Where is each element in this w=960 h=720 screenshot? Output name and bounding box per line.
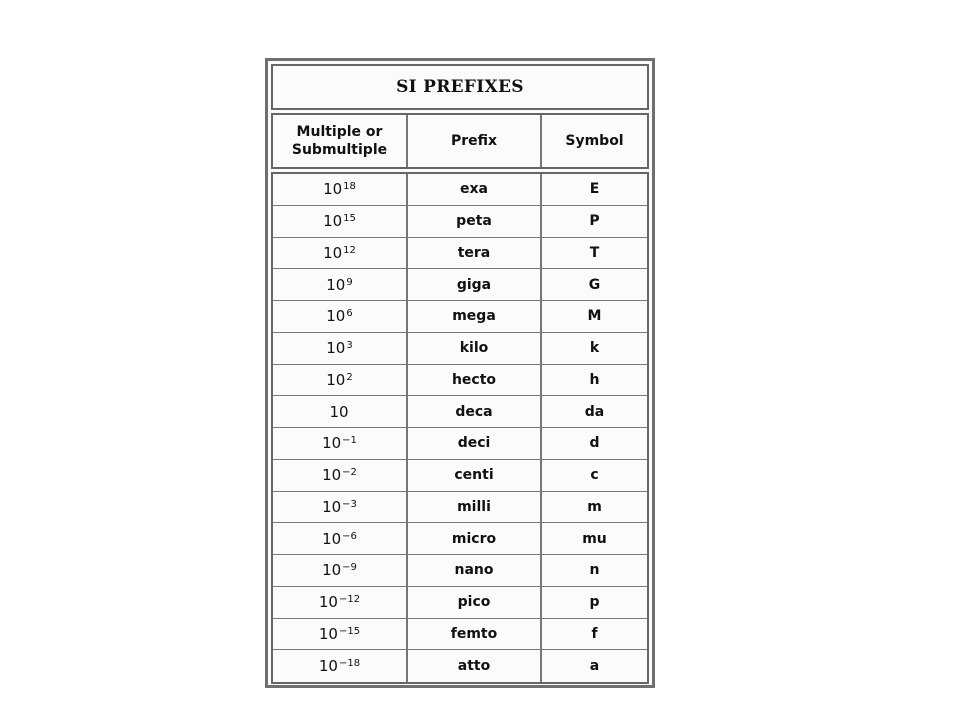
prefix-cell: milli (408, 492, 542, 523)
multiple-cell: 10 $^{-18}$ (273, 650, 408, 682)
prefix-cell: giga (408, 269, 542, 300)
multiple-base: 10 (318, 657, 338, 676)
multiple-base: 10 (322, 497, 342, 516)
symbol-cell: M (587, 308, 602, 325)
table-row (273, 587, 647, 619)
multiple-cell: 10 $^{-2}$ (273, 460, 408, 491)
table-row (273, 555, 647, 587)
prefix-cell: deca (408, 396, 542, 427)
multiple-cell: 10 $^{12}$ (273, 238, 408, 269)
table-row (273, 428, 647, 460)
table-row (273, 523, 647, 555)
table-row (273, 460, 647, 492)
prefix-cell: exa (408, 174, 542, 205)
multiple-base: 10 (323, 212, 343, 231)
prefix-cell: micro (408, 523, 542, 554)
prefix-cell: mega (408, 301, 542, 332)
symbol-cell: da (584, 403, 605, 420)
multiple-base: 10 (326, 339, 346, 358)
multiple-cell: 10 $^{-3}$ (273, 492, 408, 523)
multiple-cell: 10 $^{18}$ (273, 174, 408, 205)
multiple-base: 10 (323, 180, 343, 199)
table-row (273, 174, 647, 206)
prefix-cell: pico (408, 587, 542, 618)
prefix-cell: atto (408, 650, 542, 682)
prefix-cell: tera (408, 238, 542, 269)
multiple-cell: 10 $^{-9}$ (273, 555, 408, 586)
table-row (273, 396, 647, 428)
symbol-cell: G (588, 276, 601, 293)
prefix-cell: kilo (408, 333, 542, 364)
multiple-base: 10 (326, 370, 346, 389)
multiple-base: 10 (322, 561, 342, 580)
multiple-base: 10 (318, 624, 338, 643)
table-row (273, 333, 647, 365)
table-row (273, 206, 647, 238)
multiple-base: 10 (326, 307, 346, 326)
table-title: SI PREFIXES (271, 64, 649, 110)
prefix-cell: deci (408, 428, 542, 459)
multiple-base: 10 (322, 434, 342, 453)
multiple-cell: 10 $^{-6}$ (273, 523, 408, 554)
multiple-base: 10 (322, 466, 342, 485)
multiple-cell: 10 $^3$ (273, 333, 408, 364)
header-prefix: Prefix (408, 115, 542, 167)
prefix-cell: nano (408, 555, 542, 586)
multiple-cell: 10 $^{-1}$ (273, 428, 408, 459)
symbol-cell: d (589, 435, 600, 452)
si-prefixes-table (265, 58, 655, 688)
table-header (271, 113, 649, 169)
symbol-cell: p (589, 594, 600, 611)
multiple-cell: 10 $^9$ (273, 269, 408, 300)
prefix-cell: centi (408, 460, 542, 491)
symbol-cell: P (589, 213, 600, 230)
multiple-cell: 10 $^6$ (273, 301, 408, 332)
multiple-cell: 10 $^{-15}$ (273, 619, 408, 650)
multiple-base: 10 (329, 402, 349, 421)
multiple-cell (273, 396, 408, 427)
prefix-cell: peta (408, 206, 542, 237)
header-multiple: Multiple or Submultiple (273, 115, 408, 167)
multiple-base: 10 (323, 243, 343, 262)
symbol-cell: mu (582, 530, 607, 547)
multiple-cell: 10 $^{-12}$ (273, 587, 408, 618)
symbol-cell: m (587, 498, 602, 515)
prefix-cell: hecto (408, 365, 542, 396)
multiple-cell: 10 $^2$ (273, 365, 408, 396)
header-symbol: Symbol (565, 133, 624, 149)
table-row (273, 301, 647, 333)
table-row (273, 650, 647, 682)
symbol-cell: a (589, 658, 600, 675)
table-body (271, 172, 649, 684)
symbol-cell: f (591, 625, 598, 642)
table-row (273, 619, 647, 651)
table-row (273, 269, 647, 301)
table-row (273, 238, 647, 270)
multiple-base: 10 (322, 529, 342, 548)
multiple-cell: 10 $^{15}$ (273, 206, 408, 237)
table-row (273, 365, 647, 397)
table-row (273, 492, 647, 524)
prefix-cell: femto (408, 619, 542, 650)
symbol-cell: n (589, 562, 600, 579)
multiple-base: 10 (318, 593, 338, 612)
symbol-cell: k (589, 340, 600, 357)
symbol-cell: T (589, 244, 600, 261)
multiple-base: 10 (326, 275, 346, 294)
symbol-cell: E (589, 181, 600, 198)
symbol-cell: c (590, 467, 599, 484)
symbol-cell: h (589, 371, 600, 388)
